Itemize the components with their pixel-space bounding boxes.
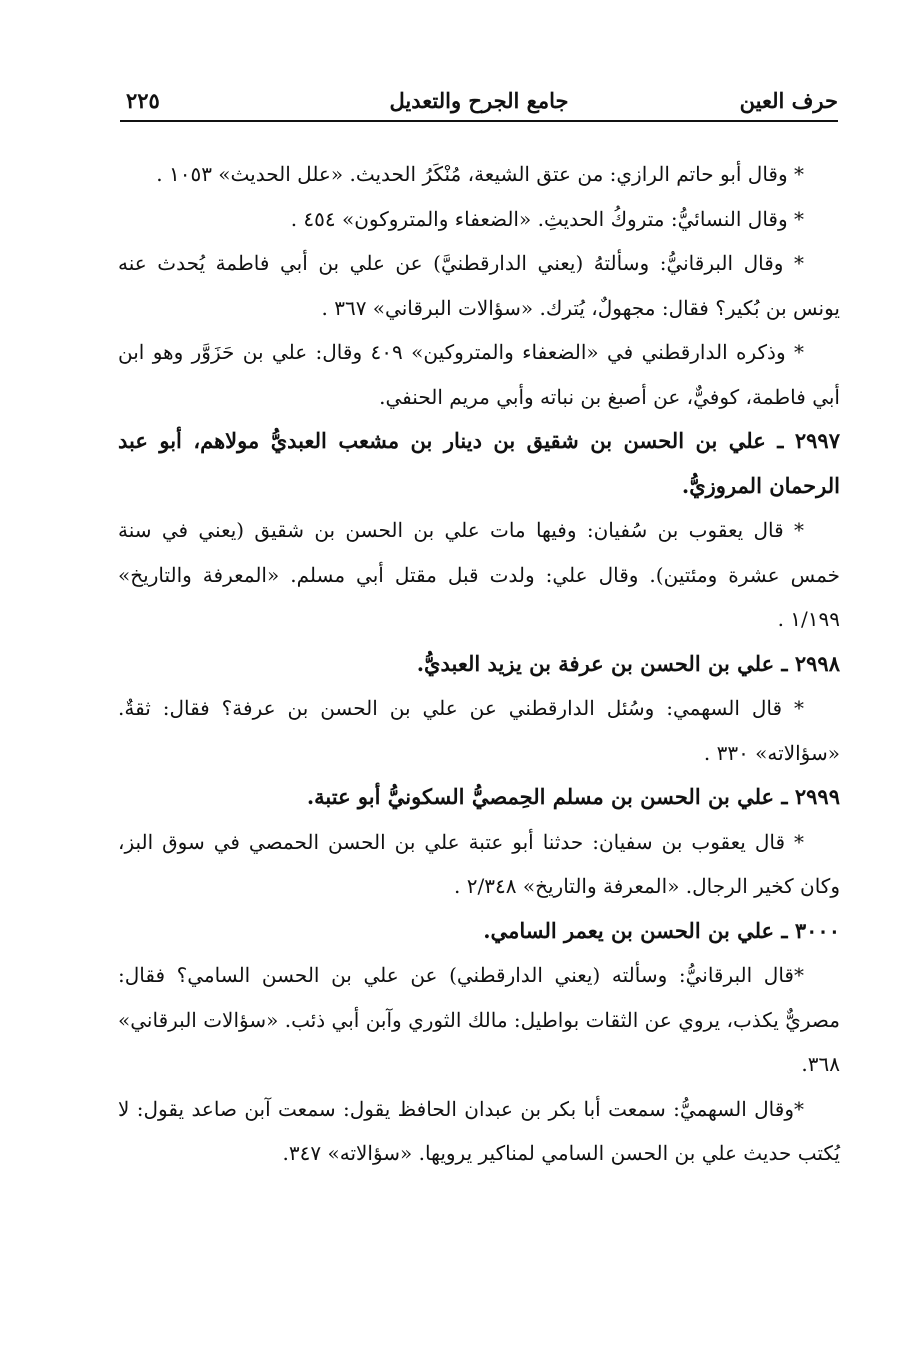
book-title: جامع الجرح والتعديل xyxy=(389,88,569,113)
paragraph: * قال السهمي: وسُئل الدارقطني عن علي بن الحسن بن عرفة؟ فقال: ثقةٌ. «سؤالاته» ٣٣٠ . xyxy=(118,696,840,765)
paragraph: * قال يعقوب بن سفيان: حدثنا أبو عتبة علي بن الحسن الحمصي في سوق البز، وكان كخير الرجال. «المعرفة والتاريخ» ٢/٣٤٨ . xyxy=(118,829,840,898)
section-title: حرف العين xyxy=(739,88,838,113)
page-body xyxy=(118,152,840,1176)
entry-heading: ٢٩٩٩ ـ علي بن الحسن بن مسلم الحِمصيُّ السكونيُّ أبو عتبة. xyxy=(306,784,840,809)
paragraph: * وقال البرقانيُّ: وسألتهُ (يعني الدارقطنيَّ) عن علي بن أبي فاطمة يُحدث عنه يونس بن بُكير؟ فقال: مجهولٌ، يُترك. «سؤالات البرقاني» ٣٦٧ . xyxy=(118,251,840,320)
running-header xyxy=(120,84,838,124)
paragraph: * وقال النسائيُّ: متروكُ الحديثِ. «الضعفاء والمتروكون» ٤٥٤ . xyxy=(290,206,804,231)
paragraph: * قال يعقوب بن سُفيان: وفيها مات علي بن الحسن بن شقيق (يعني في سنة خمس عشرة ومئتين). وقال علي: ولدت قبل مقتل أبي مسلم. «المعرفة والتاريخ» ١/١٩٩ . xyxy=(118,518,840,631)
paragraph: * وقال أبو حاتم الرازي: من عتق الشيعة، مُنْكَرُ الحديث. «علل الحديث» ١٠٥٣ . xyxy=(156,162,804,186)
paragraph: *قال البرقانيُّ: وسألته (يعني الدارقطني) عن علي بن الحسن السامي؟ فقال: مصريٌّ يكذب، يروي عن الثقات بواطيل: مالك الثوري وآبن أبي ذئب. «سؤالات البرقاني» ٣٦٨. xyxy=(118,963,840,1076)
entry-heading: ٢٩٩٨ ـ علي بن الحسن بن عرفة بن يزيد العبديُّ. xyxy=(416,650,840,676)
paragraph: *وقال السهميُّ: سمعت أبا بكر بن عبدان الحافظ يقول: سمعت آبن صاعد يقول: لا يُكتب حديث علي بن الحسن السامي لمناكير يرويها. «سؤالاته» ٣٤٧. xyxy=(118,1096,840,1165)
entry-heading: ٢٩٩٧ ـ علي بن الحسن بن شقيق بن دينار بن مشعب العبديُّ مولاهم، أبو عبد الرحمان المروزيُّ. xyxy=(118,428,840,498)
paragraph: * وذكره الدارقطني في «الضعفاء والمتروكين» ٤٠٩ وقال: علي بن حَزَوَّر وهو ابن أبي فاطمة، كوفيٌّ، عن أصبغ بن نباته وأبي مريم الحنفي. xyxy=(118,340,840,409)
entry-heading: ٣٠٠٠ ـ علي بن الحسن بن يعمر السامي. xyxy=(483,917,840,943)
page-number: ٢٢٥ xyxy=(126,88,160,113)
header-rule xyxy=(120,120,838,122)
